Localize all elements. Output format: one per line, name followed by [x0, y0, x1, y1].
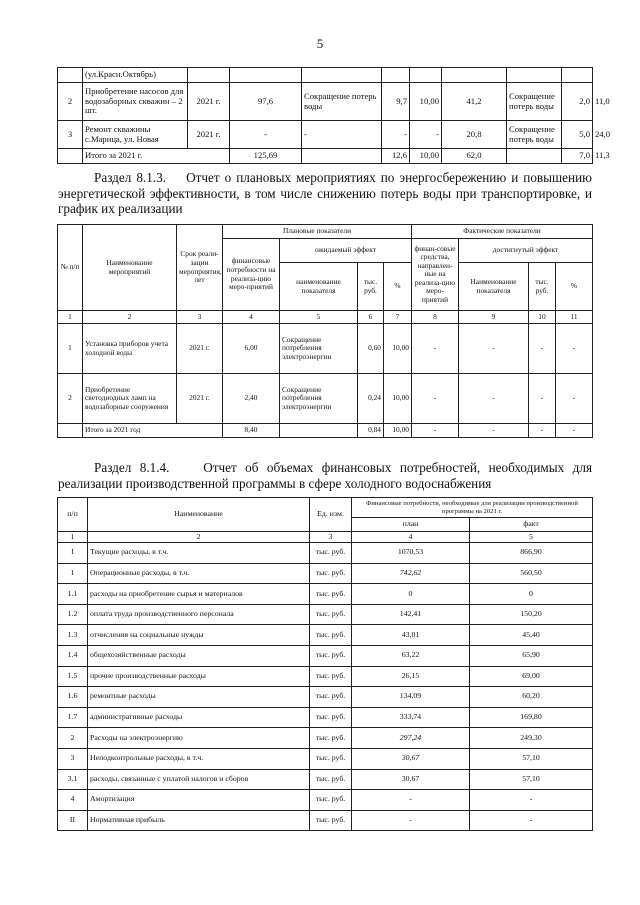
column-number: 9 [459, 311, 529, 324]
table-row [58, 324, 593, 374]
table-energy-measures [57, 224, 593, 438]
cell-effect [302, 149, 382, 164]
table-row: 3 Ремонт скважины с.Марица, ул. Новая 2021 г. - - - - 20,8 Сокращение потерь воды 5,0 24,0 [58, 121, 593, 149]
hdr-num: № п/п [58, 225, 83, 311]
cell-fact: 169,80 [470, 707, 593, 728]
cell-fact-fin: - [412, 324, 459, 374]
hdr-term: Срок реали-зации мероприятия, лет [177, 225, 223, 311]
cell-name: общехозяйственные расходы [88, 645, 310, 666]
hdr-fin-needs: финансовые потребности на реализа-цию меро-приятий [223, 239, 280, 311]
cell-pct [410, 68, 442, 83]
column-number: 4 [223, 311, 280, 324]
cell-fact: 150,20 [470, 604, 593, 625]
cell-num: 1.4 [58, 645, 88, 666]
cell-fact-rub: 2,0 [562, 83, 593, 121]
cell-unit: тыс. руб. [310, 543, 352, 564]
cell-cost: - [230, 121, 302, 149]
cell-num: 2 [58, 83, 83, 121]
cell-name: ремонтные расходы [88, 687, 310, 708]
table-row [58, 810, 593, 831]
cell-fact-pct: - [556, 324, 593, 374]
hdr-name: Наименование [88, 498, 310, 532]
cell-name: Приобретение светодиодных ламп на водозаборные сооружения [83, 374, 177, 424]
table-row [58, 625, 593, 646]
column-number: 3 [310, 532, 352, 543]
hdr-group: Финансовые потребности, необходимые для реализации производственной программы на 2021 г. [352, 498, 593, 518]
cell-effect: - [302, 121, 382, 149]
column-number: 6 [358, 311, 384, 324]
cell-num [58, 149, 83, 164]
cell-rub [382, 68, 410, 83]
cell-plan: 63,22 [352, 645, 470, 666]
cell-name: Нормативная прибыль [88, 810, 310, 831]
cell-pct: 10,00 [384, 324, 412, 374]
cell-fact-rub: 7,0 [562, 149, 593, 164]
table-row [58, 666, 593, 687]
section-text: Отчет об объемах финансовых потребностей, необходимых для реализации производственной программы в сфере холодного водоснабжения [58, 460, 593, 491]
cell-fact: 0 [470, 584, 593, 605]
cell-fin: 8,40 [223, 424, 280, 438]
cell-fact: 560,50 [470, 563, 593, 584]
cell-num [58, 424, 83, 438]
cell-num: 1.1 [58, 584, 88, 605]
cell-plan: 134,09 [352, 687, 470, 708]
cell-indicator: Сокращение потребления электроэнергии [280, 324, 358, 374]
cell-name: Расходы на электроэнергию [88, 728, 310, 749]
section-title: Раздел 8.1.4. [94, 460, 170, 475]
table-row [58, 68, 593, 83]
table-row [58, 584, 593, 605]
table-row [58, 543, 593, 564]
cell-name: прочие производственные расходы [88, 666, 310, 687]
column-numbers-row [58, 532, 593, 543]
cell-num [58, 68, 83, 83]
cell-total-label: Итого за 2021 год [83, 424, 223, 438]
cell-unit: тыс. руб. [310, 728, 352, 749]
cell-term: 2021 г. [188, 121, 230, 149]
cell-name: административные расходы [88, 707, 310, 728]
cell-unit: тыс. руб. [310, 645, 352, 666]
cell-fact-indicator: - [459, 424, 529, 438]
cell-name: (ул.Красн.Октябрь) [83, 68, 188, 83]
column-number: 1 [58, 311, 83, 324]
cell-name: Ремонт скважины с.Марица, ул. Новая [83, 121, 188, 149]
cell-num: 1.6 [58, 687, 88, 708]
cell-fin: 6,00 [223, 324, 280, 374]
cell-num: 1 [58, 563, 88, 584]
table-row [58, 748, 593, 769]
cell-num: 1.7 [58, 707, 88, 728]
cell-num: 3.1 [58, 769, 88, 790]
table-row [58, 645, 593, 666]
cell-term: 2021 г. [177, 374, 223, 424]
cell-fact-indicator: - [459, 324, 529, 374]
cell-plan: 297,24 [352, 728, 470, 749]
column-number: 7 [384, 311, 412, 324]
page-number: 5 [316, 36, 324, 51]
column-number: 5 [280, 311, 358, 324]
cell-fact: 45,40 [470, 625, 593, 646]
table-row [58, 707, 593, 728]
cell-pct: - [410, 121, 442, 149]
hdr-indicator: наименование показателя [280, 263, 358, 311]
column-numbers-row [58, 311, 593, 324]
cell-name: расходы на приобретение сырья и материалов [88, 584, 310, 605]
cell-plan: 43,01 [352, 625, 470, 646]
section-text: Отчет о плановых мероприятиях по энергосбережению и повышению энергетической эффективности, в том числе снижению потерь воды при транспортировке, и график их реализации [58, 170, 592, 217]
cell-cost: 125,69 [230, 149, 302, 164]
table-row: 2 Приобретение насосов для водозаборных скважин – 2 шт. 2021 г. 97,6 Сокращение потерь воды 9,7 10,00 41,2 Сокращение потерь воды 2,0 11,0 [58, 83, 593, 121]
hdr-pct: % [384, 263, 412, 311]
table-row [58, 374, 593, 424]
section-title: Раздел 8.1.3. [94, 170, 166, 185]
cell-rub: 0,60 [358, 324, 384, 374]
table-total-row: Итого за 2021 г. 125,69 12,6 10,00 62,0 7,0 11,3 [58, 149, 593, 164]
cell-num: 3 [58, 748, 88, 769]
cell-unit: тыс. руб. [310, 748, 352, 769]
hdr-indicator2: Наименование показателя [459, 263, 529, 311]
cell-num: 2 [58, 374, 83, 424]
cell-unit: тыс. руб. [310, 584, 352, 605]
cell-fact: 60,20 [470, 687, 593, 708]
cell-num: 4 [58, 790, 88, 811]
cell-fact: 866,90 [470, 543, 593, 564]
hdr-num: п/п [58, 498, 88, 532]
cell-plan: 30,67 [352, 748, 470, 769]
cell-rub: - [382, 121, 410, 149]
cell-name: Установка приборов учета холодной воды [83, 324, 177, 374]
table-row [58, 604, 593, 625]
cell-plan: 333,74 [352, 707, 470, 728]
cell-fact-effect: Сокращение потерь воды [507, 121, 562, 149]
cell-name: Амортизация [88, 790, 310, 811]
table-total-row [58, 424, 593, 438]
cell-unit: тыс. руб. [310, 769, 352, 790]
hdr-rub2: тыс. руб. [529, 263, 556, 311]
cell-plan: 1070,53 [352, 543, 470, 564]
cell-fact-indicator: - [459, 374, 529, 424]
cell-fact: - [470, 810, 593, 831]
column-number: 2 [83, 311, 177, 324]
cell-fact-cost: 62,0 [442, 149, 507, 164]
hdr-planned: Плановые показатели [223, 225, 412, 239]
cell-effect [302, 68, 382, 83]
hdr-plan: план [352, 518, 470, 532]
cell-pct: 10,00 [384, 424, 412, 438]
table-row [58, 728, 593, 749]
cell-plan: - [352, 790, 470, 811]
cell-effect: Сокращение потерь воды [302, 83, 382, 121]
cell-unit: тыс. руб. [310, 687, 352, 708]
cell-num: 1.2 [58, 604, 88, 625]
cell-fact-effect [507, 68, 562, 83]
hdr-actual: Фактические показатели [412, 225, 593, 239]
cell-num: 1 [58, 324, 83, 374]
cell-term: 2021 г. [177, 324, 223, 374]
column-number: 4 [352, 532, 470, 543]
cell-fact-cost: 41,2 [442, 83, 507, 121]
column-number: 1 [58, 532, 88, 543]
cell-num: I [58, 543, 88, 564]
cell-cost: 97,6 [230, 83, 302, 121]
column-number: 2 [88, 532, 310, 543]
cell-num: 1.5 [58, 666, 88, 687]
cell-cost [230, 68, 302, 83]
cell-name: Приобретение насосов для водозаборных скважин – 2 шт. [83, 83, 188, 121]
hdr-name: Наименование мероприятий [83, 225, 177, 311]
hdr-rub: тыс. руб. [358, 263, 384, 311]
column-number: 3 [177, 311, 223, 324]
cell-rub: 9,7 [382, 83, 410, 121]
cell-fact: - [470, 790, 593, 811]
cell-fact-pct: - [556, 424, 593, 438]
hdr-pct2: % [556, 263, 593, 311]
cell-name: расходы, связанные с уплатой налогов и сборов [88, 769, 310, 790]
cell-fact-rub: - [529, 374, 556, 424]
hdr-achieved-effect: достигнутый эффект [459, 239, 593, 263]
cell-name: Текущие расходы, в т.ч. [88, 543, 310, 564]
cell-num: 2 [58, 728, 88, 749]
cell-unit: тыс. руб. [310, 563, 352, 584]
cell-fact-cost: 20,8 [442, 121, 507, 149]
cell-rub: 12,6 [382, 149, 410, 164]
column-number: 8 [412, 311, 459, 324]
cell-fact-fin: - [412, 374, 459, 424]
cell-fact-pct: - [556, 374, 593, 424]
cell-plan: 30,67 [352, 769, 470, 790]
cell-indicator [280, 424, 358, 438]
hdr-fact: факт [470, 518, 593, 532]
cell-fact: 57,10 [470, 769, 593, 790]
cell-name: Операционные расходы, в т.ч. [88, 563, 310, 584]
hdr-unit: Ед. изм. [310, 498, 352, 532]
cell-num: II [58, 810, 88, 831]
cell-fact-fin: - [412, 424, 459, 438]
cell-pct: 10,00 [410, 149, 442, 164]
cell-fact-rub: - [529, 324, 556, 374]
cell-unit: тыс. руб. [310, 810, 352, 831]
cell-unit: тыс. руб. [310, 707, 352, 728]
cell-pct: 10,00 [410, 83, 442, 121]
cell-pct: 10,00 [384, 374, 412, 424]
cell-name: Неподконтрольные расходы, в т.ч. [88, 748, 310, 769]
table-row [58, 790, 593, 811]
cell-total-label: Итого за 2021 г. [83, 149, 230, 164]
table-plan-continuation [57, 67, 611, 164]
cell-name: оплата труда производственного персонала [88, 604, 310, 625]
cell-num: 1.3 [58, 625, 88, 646]
table-financial-needs [57, 497, 593, 831]
section-8-1-4-heading [58, 460, 592, 491]
column-number: 5 [470, 532, 593, 543]
cell-plan: 0 [352, 584, 470, 605]
cell-unit: тыс. руб. [310, 625, 352, 646]
cell-fact: 57,10 [470, 748, 593, 769]
cell-fact-effect: Сокращение потерь воды [507, 83, 562, 121]
cell-fact: 65,90 [470, 645, 593, 666]
cell-unit: тыс. руб. [310, 604, 352, 625]
cell-plan: 742,62 [352, 563, 470, 584]
table-row [58, 769, 593, 790]
cell-num: 3 [58, 121, 83, 149]
hdr-expected-effect: ожидаемый эффект [280, 239, 412, 263]
cell-fact: 69,00 [470, 666, 593, 687]
cell-plan: 142,41 [352, 604, 470, 625]
cell-term: 2021 г. [188, 83, 230, 121]
cell-unit: тыс. руб. [310, 666, 352, 687]
cell-fact-rub [562, 68, 593, 83]
hdr-fin-means: финан-совые средства, направлен-ные на реализа-цию меро-приятий [412, 239, 459, 311]
table-row [58, 687, 593, 708]
cell-fact: 249,30 [470, 728, 593, 749]
cell-unit: тыс. руб. [310, 790, 352, 811]
cell-term [188, 68, 230, 83]
cell-indicator: Сокращение потребления электроэнергии [280, 374, 358, 424]
cell-plan: - [352, 810, 470, 831]
cell-fin: 2,40 [223, 374, 280, 424]
cell-plan: 26,15 [352, 666, 470, 687]
cell-rub: 0,24 [358, 374, 384, 424]
cell-fact-rub: 5,0 [562, 121, 593, 149]
cell-name: отчисления на социальные нужды [88, 625, 310, 646]
table-row [58, 563, 593, 584]
column-number: 11 [556, 311, 593, 324]
section-8-1-3-heading [58, 170, 592, 217]
column-number: 10 [529, 311, 556, 324]
cell-fact-cost [442, 68, 507, 83]
cell-rub: 0,84 [358, 424, 384, 438]
cell-fact-effect [507, 149, 562, 164]
cell-fact-rub: - [529, 424, 556, 438]
